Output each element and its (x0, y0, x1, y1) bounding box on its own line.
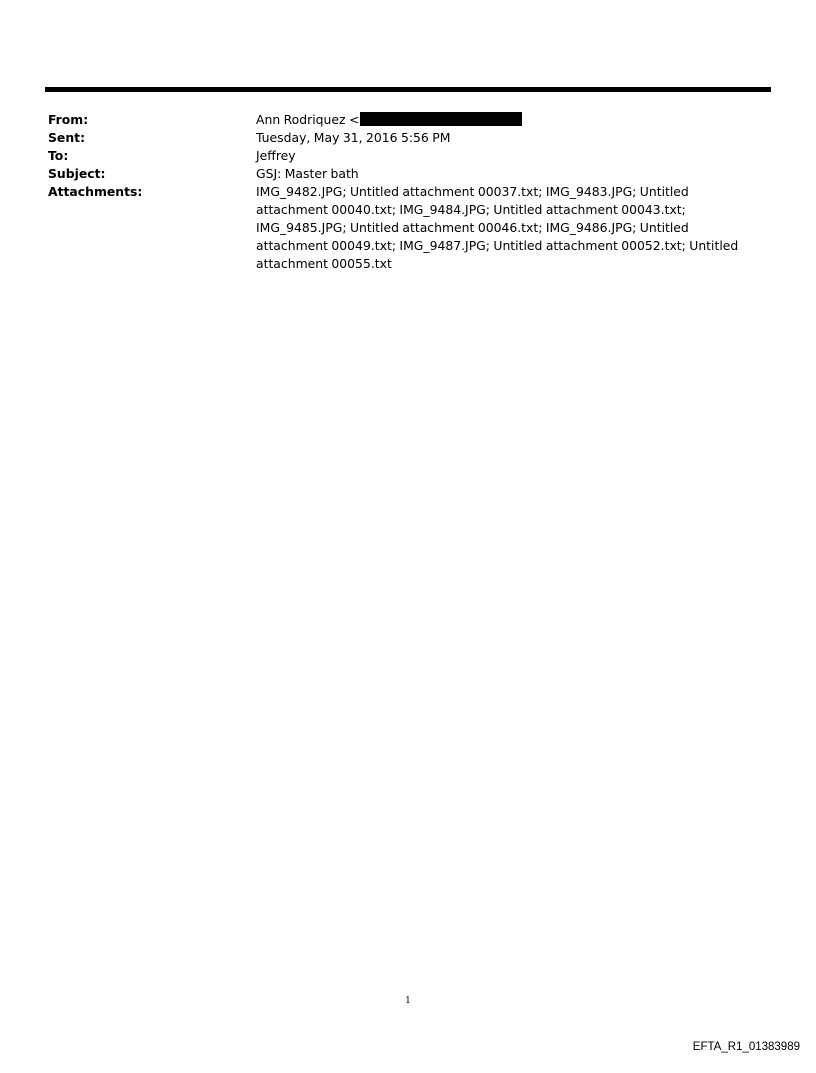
to-row (48, 147, 764, 165)
header-divider (45, 87, 771, 92)
attachments-label: Attachments: (48, 184, 143, 199)
sent-label: Sent: (48, 130, 86, 145)
page-number: 1 (405, 996, 411, 1006)
sent-row (48, 129, 764, 147)
to-value: Jeffrey (256, 148, 296, 163)
from-value (256, 111, 764, 129)
subject-value: GSJ: Master bath (256, 166, 359, 181)
from-label: From: (48, 112, 89, 127)
subject-label: Subject: (48, 166, 106, 181)
to-label: To: (48, 148, 69, 163)
from-row (48, 111, 764, 129)
attachments-row (48, 183, 764, 273)
redaction-bar (360, 112, 522, 126)
email-header (48, 111, 764, 273)
sent-value: Tuesday, May 31, 2016 5:56 PM (256, 130, 451, 145)
subject-row (48, 165, 764, 183)
sender-name: Ann Rodriquez < (256, 112, 360, 127)
bates-number: EFTA_R1_01383989 (692, 1041, 800, 1053)
attachments-value: IMG_9482.JPG; Untitled attachment 00037.txt; IMG_9483.JPG; Untitled attachment 00040.txt; IMG_9484.JPG; Untitled attachment 00043.txt; IMG_9485.JPG; Untitled attachment 00046.txt; IMG_9486.JPG; Untitled attachment 00049.txt; IMG_9487.JPG; Untitled attachment 00052.txt; Untitled attachment 00055.txt (256, 184, 739, 271)
